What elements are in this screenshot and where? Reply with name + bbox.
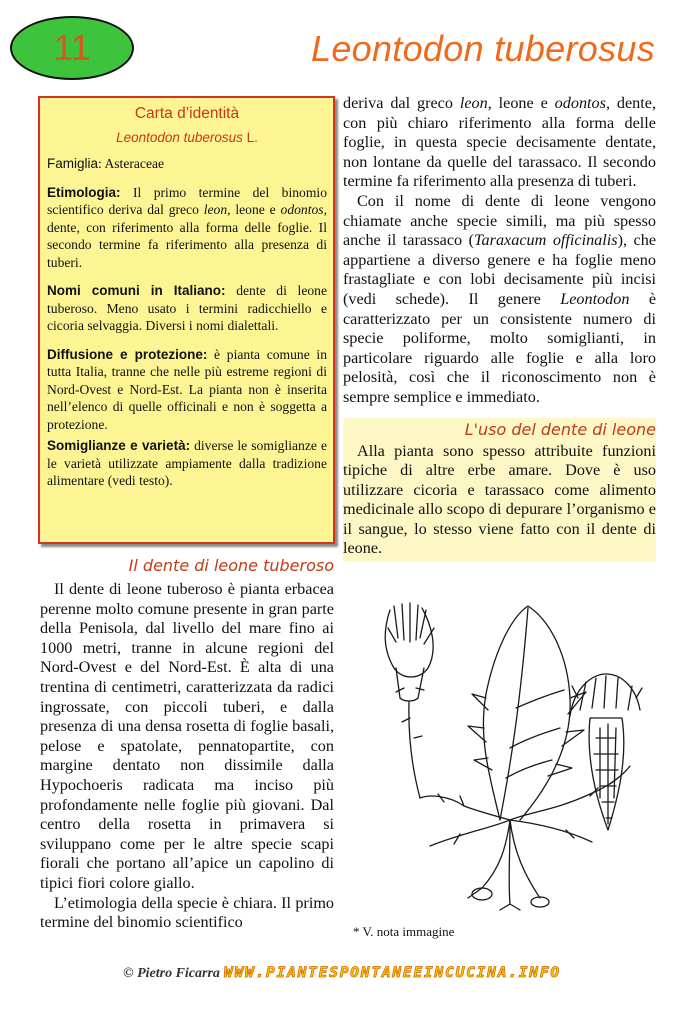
somiglianze-label: Somiglianze e varietà:: [47, 438, 191, 453]
footer: [0, 964, 684, 982]
etimologia-text: Il primo termine del binomio scientifico deriva dal greco: [47, 184, 327, 217]
right-text: , leone e: [487, 94, 555, 112]
card-etimologia: [47, 184, 327, 272]
etimologia-em: odontos: [280, 202, 324, 217]
diffusione-label: Diffusione e protezione:: [47, 346, 208, 362]
right-em: Leontodon: [560, 289, 630, 308]
section-heading-uso: L'uso del dente di leone: [464, 419, 656, 439]
leaf-drawing: [468, 606, 586, 820]
page-number-badge: [10, 16, 134, 80]
section-heading-dente-tuberoso: Il dente di leone tuberoso: [128, 556, 334, 575]
left-paragraph: L’etimologia della specie è chiara. Il primo termine del binomio scientifico: [40, 893, 334, 932]
right-text: , dente, con più chiaro riferimento alla forma delle foglie, in questa specie decisamente dentate, non lontane da quelle del tarassaco. Il secondo termine fa riferimento alla presenza di tuberi.: [343, 94, 656, 191]
card-nomi-comuni: [47, 282, 327, 335]
usage-section: [343, 418, 656, 562]
famiglia-value: : Asteraceae: [98, 156, 165, 171]
etimologia-text: , leone e: [227, 202, 281, 217]
right-text: è caratterizzato per un consistente numero di specie poliforme, molto somiglianti, in particolare riguardo alle foglie e alla loro pelosità, così che il riconoscimento non è sempre semplice e immediato.: [343, 289, 656, 406]
etimologia-em: leon: [203, 202, 228, 217]
rosette-drawing: [420, 766, 630, 846]
usage-paragraph: Alla pianta sono spesso attribuite funzioni tipiche di altre erbe amare. Dove è uso utilizzare cicoria e tarassaco come alimento medicinale allo scopo di depurare l’organismo e il sangue, lo stesso viene fatto con il dente di leone.: [343, 441, 656, 558]
right-column: [343, 94, 656, 561]
card-species: [47, 129, 327, 147]
page-title: Leontodon tuberosus: [311, 28, 655, 69]
left-paragraph: Il dente di leone tuberoso è pianta erbacea perenne molto comune presente in gran parte della Penisola, dal livello del mare fino ai 1000 metri, tranne in alcune regioni del Nord-Ovest e del Nord-Est. È alta di una trentina di centimetri, caratterizzata da radici ingrossate, con piccoli tuberi, e dalla presenza di una densa rosetta di foglie basali, pelose e spatolate, pennatopartite, con margine dentato non dissimile dalla Hypochoeris radicata ma inciso più profondamente nelle foglie più giovani. Dal centro della rosetta in primavera si sviluppano come per le altre specie scapi fiorali che portano all’apice un capolino di tipici fiori colore giallo.: [40, 580, 334, 892]
right-paragraph: [343, 192, 656, 408]
right-em: Taraxacum officinalis: [474, 231, 618, 250]
famiglia-label: Famiglia: [47, 156, 99, 171]
plant-illustration: [360, 598, 656, 912]
nomi-label: Nomi comuni in Italiano:: [47, 283, 226, 298]
nomi-text: dente di leone tuberoso. Meno usato i termini radicchiello e cicoria selvaggia. Diversi i nomi dialettali.: [47, 283, 327, 333]
card-somiglianze: [47, 437, 327, 490]
right-text: ), che appartiene a diverso genere e ha foglie meno frastagliate e con lobi decisamente più incisi (vedi schede). Il genere: [343, 231, 657, 308]
etimologia-text: , dente, con riferimento alla forma delle foglie. Il secondo termine fa riferimento alla presenza di tuberi.: [47, 202, 327, 270]
card-species-name: Leontodon tuberosus: [116, 129, 243, 145]
left-column: [40, 556, 334, 933]
page-number: 11: [53, 27, 91, 68]
footer-site-link[interactable]: WWW.PIANTESPONTANEEINCUCINA.INFO: [223, 965, 561, 981]
card-title: Carta d’identità: [134, 105, 240, 122]
card-diffusione: [47, 346, 327, 434]
footer-author: © Pietro Ficarra: [123, 966, 220, 981]
right-em: odontos: [554, 94, 606, 112]
footnote: * V. nota immagine: [353, 924, 455, 939]
identity-card: [38, 96, 335, 544]
somiglianze-text: diverse le somiglianze e le varietà utilizzate ampiamente dalla tradizione alimentare (vedi testo).: [47, 438, 327, 488]
etimologia-label: Etimologia:: [47, 184, 121, 200]
root-drawing: [468, 820, 549, 910]
flower-head-drawing: [385, 603, 434, 798]
right-em: leon: [459, 94, 488, 112]
diffusione-text: è pianta comune in tutta Italia, tranne che nelle più estreme regioni di Nord-Ovest e Nord-Est. La pianta non è inserita nell’elenco di quelle officinali e non è soggetta a protezione.: [47, 346, 327, 432]
right-text: deriva dal greco: [343, 94, 460, 112]
right-text: Con il nome di dente di leone vengono chiamate anche specie simili, ma più spesso anche il tarassaco (: [343, 191, 656, 250]
card-species-author: L.: [242, 129, 258, 145]
card-famiglia: [47, 155, 327, 173]
right-paragraph: [343, 94, 656, 192]
